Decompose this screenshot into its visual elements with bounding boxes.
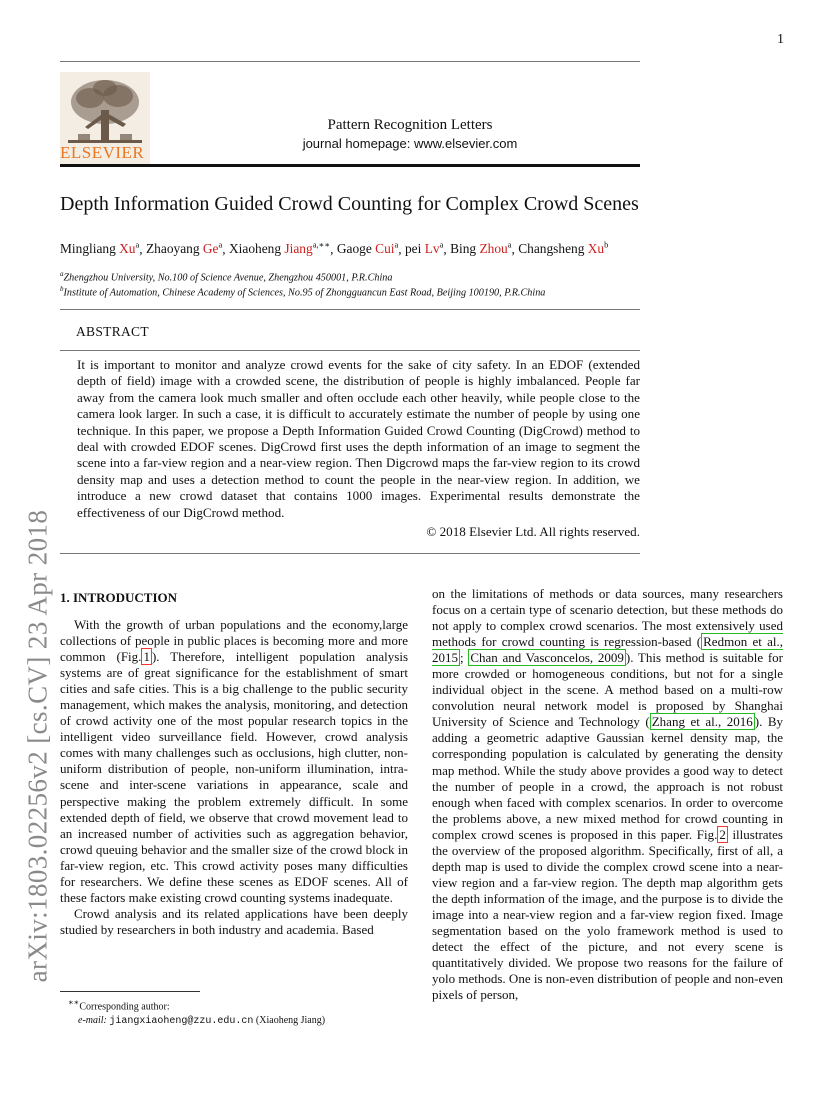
arxiv-stamp: arXiv:1803.02256v2 [cs.CV] 23 Apr 2018 [22, 509, 53, 983]
copyright-notice: © 2018 Elsevier Ltd. All rights reserved. [426, 524, 640, 539]
author: Bing Zhou$^a$ [450, 240, 512, 257]
author: Xiaoheng Jiang$^{a,∗∗}$ [229, 240, 331, 257]
author: Changsheng Xu$^b$ [518, 240, 609, 257]
author-list: Mingliang Xu$^a$, Zhaoyang Ge$^a$, Xiaoheng Jiang$^{a,∗∗}$, Gaoge Cui$^a$, pei Lv$^a$, Bing Zhou$^a$, Changsheng Xu$^b$ [60, 240, 609, 257]
citation-link[interactable]: Redmon et al., 2015 [432, 634, 783, 666]
paragraph: Crowd analysis and its related applications have been deeply studied by researchers in both industry and academia. Based [60, 905, 408, 937]
author: Mingliang Xu$^a$ [60, 240, 140, 257]
paragraph: on the limitations of methods or data sources, many researchers focus on a certain type of scenario detection, but these methods do not apply to complex crowd scenarios. The most extensively used methods for crowd counting is regression-based ( Redmon et al., 2015 ; Chan and Vasconcelos, 2009 ). This method is suitable for more crowded or homogeneous conditions, but not for a single individual object in the scene. A method based on a multi-row convolution neural network model is proposed by Shanghai University of Science and Technology ( Zhang et al., 2016 ). By adding a geometric adaptive Gaussian kernel density map, the corresponding population is calculated by generating the density map method. While the study above provides a good way to detect the number of people in a crowd, the approach is not robust enough when faced with complex scenarios. In order to overcome the problems above, a new mixed method for crowd counting in complex crowd scenes is proposed in this paper. Fig. 2 illustrates the overview of the proposed algorithm. Specifically, first of all, a depth map is used to divide the complex crowd scene into a near-view region and a far-view region. The depth map algorithm gets the depth information of the image, and the purpose is to divide the image into a near-view region and a far-view region fixed. Image segmentation based on the yolo framework method is used to detect the effect of the picture, and not every scene is quantitatively divided. We propose two reasons for the failure of yolo methods. One is non-even distribution of people and non-even pixels of person, [432, 586, 784, 1003]
right-column [432, 586, 783, 1003]
footnote: ∗∗Corresponding author: e-mail: jiangxiaoheng@zzu.edu.cn (Xiaoheng Jiang) [68, 998, 326, 1028]
author: Gaoge Cui$^a$ [336, 240, 399, 257]
email-link[interactable]: jiangxiaoheng@zzu.edu.cn [109, 1016, 254, 1028]
author: Zhaoyang Ge$^a$ [146, 240, 223, 257]
paragraph: With the growth of urban populations and the economy,large collections of people in public places is becoming more and more common (Fig. 1 ). Therefore, intelligent population analysis systems are of great significance for the establishment of smart cities and safe cities. This is a big challenge to the public security management, which makes the analysis, monitoring, and detection of crowd activity one of the most popular research topics in the intelligent video surveillance field. However, crowd analysis comes with many challenges such as occlusions, high clutter, non-uniform distribution of people, non-uniform illumination, intra-scene and inter-scene variations in appearance, scale and perspective making the problem extremely difficult. In some extended depth of field, we observe that crowd movement lead to an increased number of activities such as aggregation behavior, crowd queuing behavior and the smaller size of the crowd block in far-view region, etc. This crowd activity poses many difficulties for researchers. We define these scenes as EDOF scenes. All of these factors make existing crowd counting systems inadequate. [60, 617, 409, 905]
section-title: 1. INTRODUCTION [60, 590, 178, 605]
abstract-heading-rule [60, 350, 640, 351]
citation-link[interactable]: Zhang et al., 2016 [651, 714, 753, 730]
header-thick-rule [60, 164, 640, 167]
figure-link[interactable]: 1 [143, 649, 150, 665]
journal-name: Pattern Recognition Letters [327, 117, 493, 133]
abstract-top-rule [60, 309, 640, 310]
paper-title: Depth Information Guided Crowd Counting for Complex Crowd Scenes [60, 193, 639, 215]
abstract-body: It is important to monitor and analyze crowd events for the sake of city safety. In an EDOF (extended depth of field) image with a crowded scene, the distribution of people is highly imbalanced. People far away from the camera look much smaller and often occlude each other heavily, while people close to the camera look larger. In such a case, it is difficult to accurately estimate the number of people by using one technique. In this paper, we propose a Depth Information Guided Crowd Counting (DigCrowd) method to deal with crowded EDOF scenes. DigCrowd first uses the depth information of an image to segment the scene into a far-view region and a near-view region. Then Digcrowd maps the far-view region to its crowd density map and uses a detection method to count the people in the near-view region. In addition, we introduce a new crowd dataset that contains 1000 images. Experimental results demonstrate the effectiveness of our DigCrowd method. [77, 357, 640, 520]
top-rule [60, 61, 640, 62]
figure-link[interactable]: 2 [719, 826, 726, 842]
abstract-heading: ABSTRACT [76, 324, 149, 339]
left-column [60, 617, 408, 938]
citation-link[interactable]: Chan and Vasconcelos, 2009 [470, 650, 624, 666]
journal-homepage: journal homepage: www.elsevier.com [302, 136, 518, 151]
affiliation-a: $^a$Zhengzhou University, No.100 of Science Avenue, Zhengzhou 450001, P.R.China [60, 270, 393, 284]
elsevier-logo-text: ELSEVIER [60, 143, 145, 162]
author: pei Lv$^a$ [404, 240, 444, 257]
abstract-bottom-rule [60, 553, 640, 554]
affiliation-b: $^b$Institute of Automation, Chinese Academy of Sciences, No.95 of Zhongguancun East Road, Beijing 100190, P.R.China [60, 285, 546, 299]
footnote-rule [60, 991, 200, 992]
page-number: 1 [777, 32, 784, 47]
